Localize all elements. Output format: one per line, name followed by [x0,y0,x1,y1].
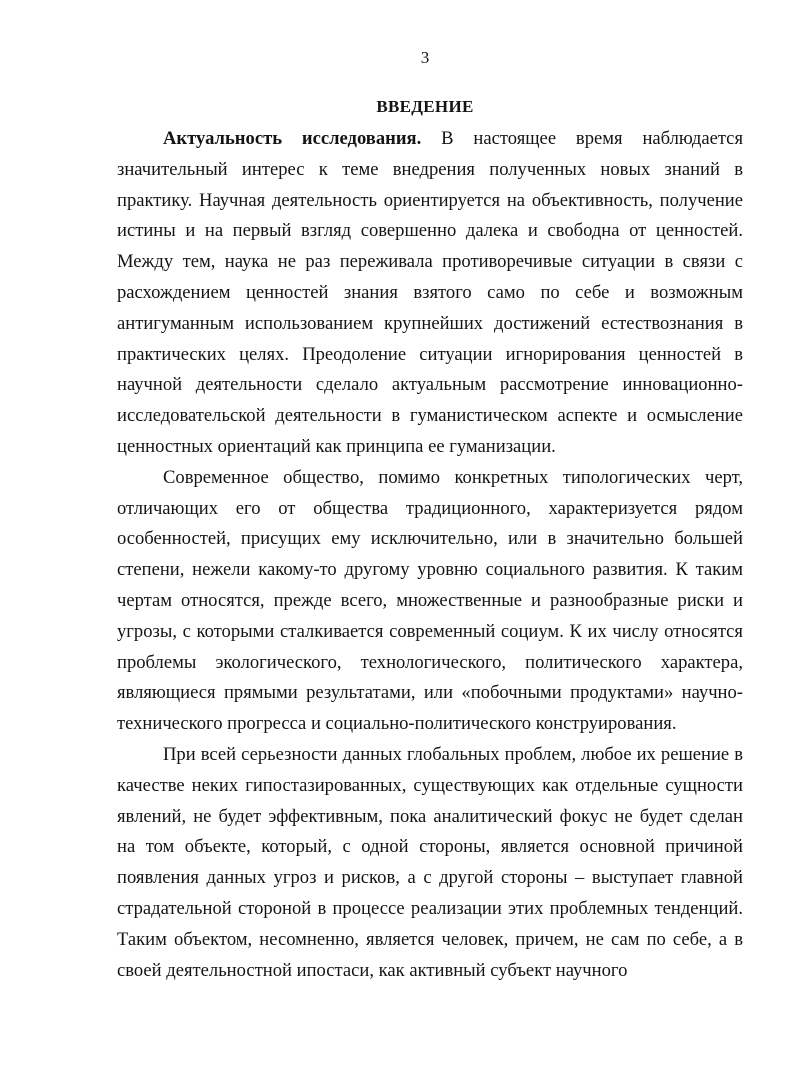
paragraph [117,124,743,463]
section-heading: ВВЕДЕНИЕ [376,97,474,116]
paragraph: При всей серьезности данных глобальных проблем, любое их решение в качестве неких гипостазированных, существующих как отдельные сущности явлений, не будет эффективным, пока аналитический фокус не будет сделан на том объекте, который, с одной стороны, является основной причиной появления данных угроз и рисков, а с другой стороны – выступает главной страдательной стороной в процессе реализации этих проблемных тенденций. Таким объектом, несомненно, является человек, причем, не сам по себе, а в своей деятельностной ипостаси, как активный субъект научного [117,743,743,981]
paragraph-lead: Актуальность исследования. [163,128,422,149]
paragraph-text: В настоящее время наблюдается значительный интерес к теме внедрения полученных новых знаний в практику. Научная деятельность ориентируется на объективность, получение истины и на первый взгляд совершенно далека и свободна от ценностей. Между тем, наука не раз переживала противоречивые ситуации в связи с расхождением ценностей знания взятого само по себе и возможным антигуманным использованием крупнейших достижений естествознания в практических целях. Преодоление ситуации игнорирования ценностей в научной деятельности сделало актуальным рассмотрение инновационно-исследовательской деятельности в гуманистическом аспекте и осмысление ценностных ориентаций как принципа ее гуманизации. [117,128,743,457]
body-text [117,124,743,986]
paragraph: Современное общество, помимо конкретных типологических черт, отличающих его от общества традиционного, характеризуется рядом особенностей, присущих ему исключительно, или в значительно большей степени, нежели какому-то другому уровню социального развития. К таким чертам относятся, прежде всего, множественные и разнообразные риски и угрозы, с которыми сталкивается современный социум. К их числу относятся проблемы экологического, технологического, политического характера, являющиеся прямыми результатами, или «побочными продуктами» научно-технического прогресса и социально-политического конструирования. [117,466,743,735]
page-number: 3 [420,48,430,67]
